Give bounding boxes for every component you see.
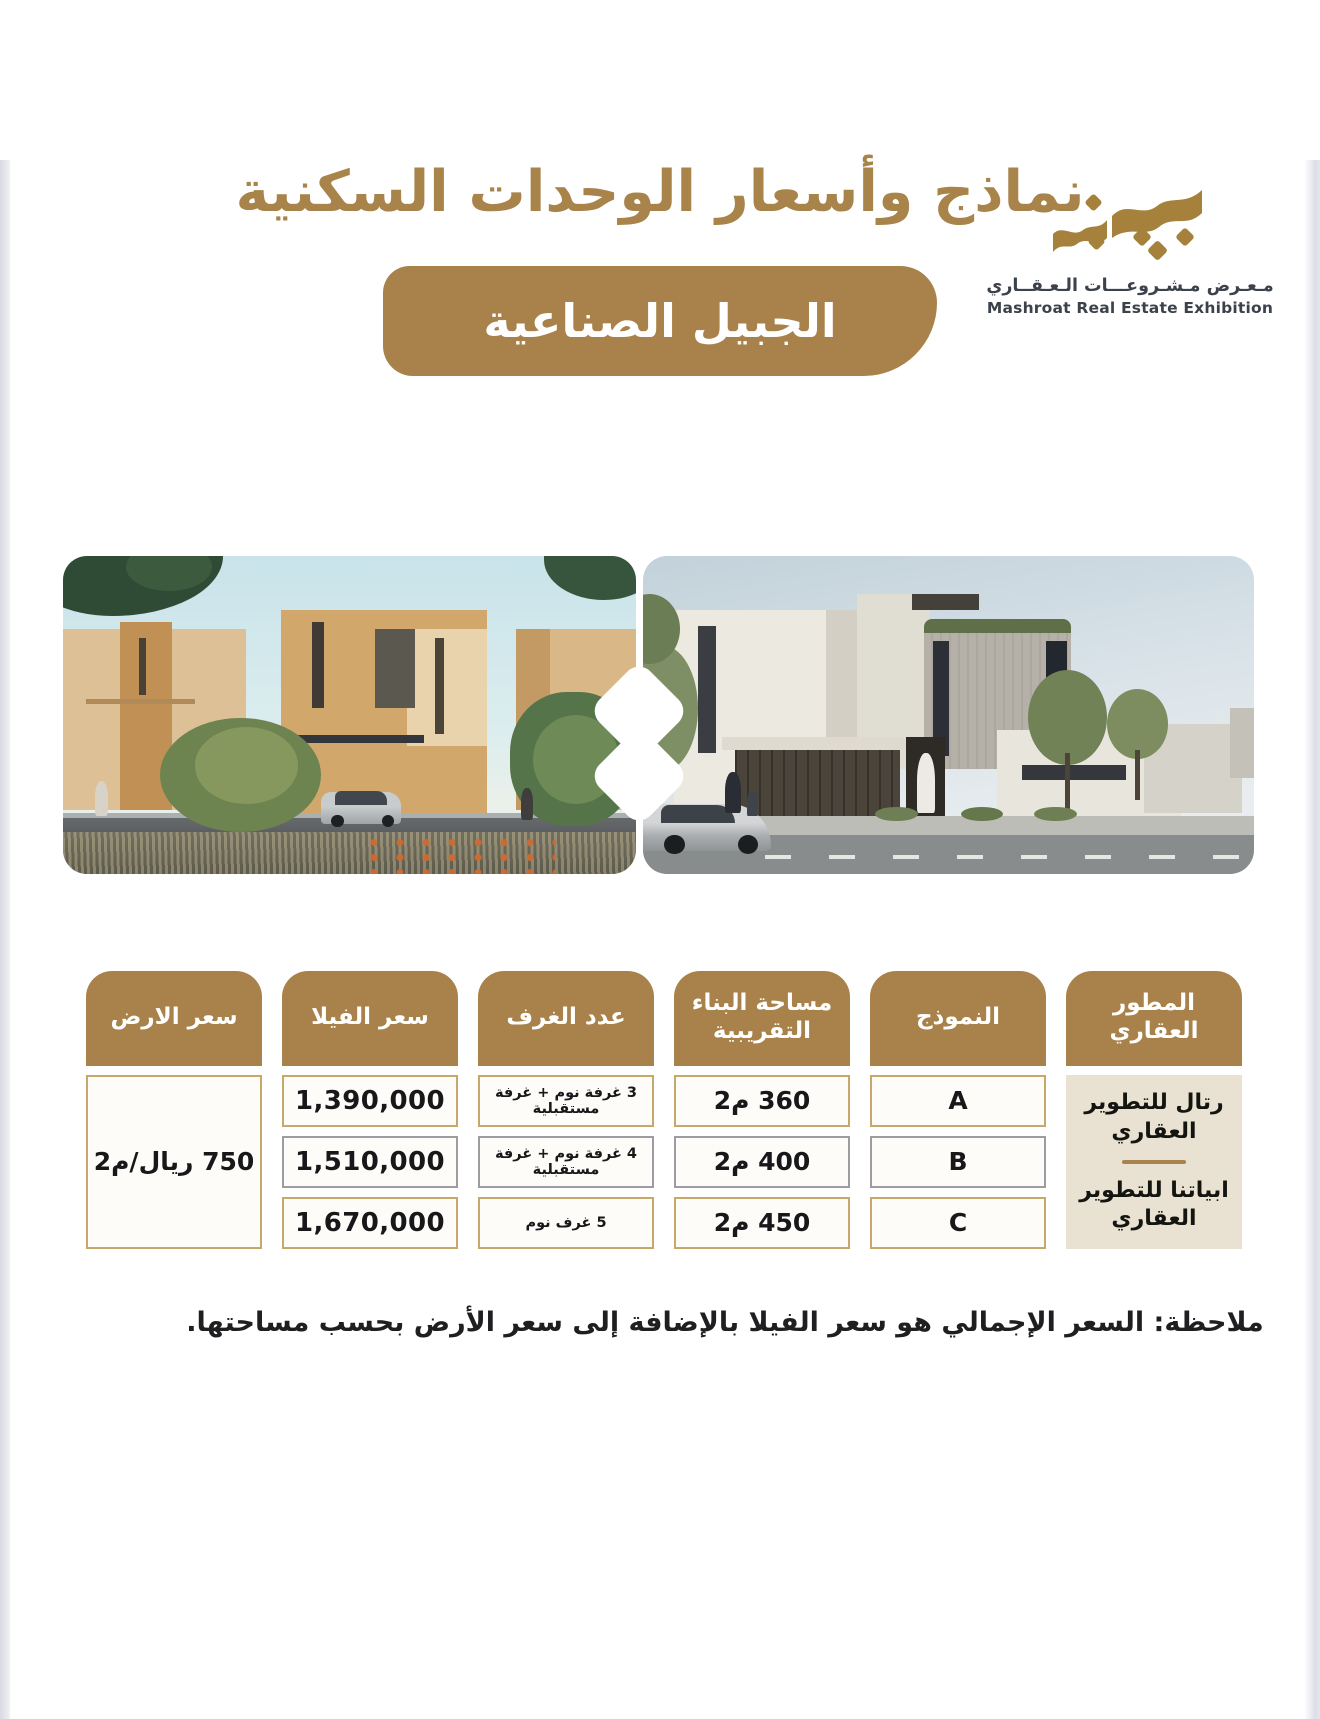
column-header-rooms: عدد الغرف: [478, 971, 654, 1066]
tree-2-trunk: [1135, 750, 1140, 801]
rooms-cell-c: 5 غرف نوم: [478, 1197, 654, 1249]
pricing-table: [86, 971, 1242, 1249]
villa-price-cell-a: 1,390,000: [282, 1075, 458, 1127]
parked-car-glass: [335, 791, 387, 805]
tree: [1028, 670, 1107, 765]
roof-dark-band: [912, 594, 979, 610]
brand-name-arabic: مـعـرض مـشـروعـــات الـعـقــاري: [986, 276, 1274, 296]
developer-cell: [1066, 1075, 1242, 1249]
modern-villa-image: [643, 556, 1254, 874]
brand-header: [986, 186, 1274, 317]
column-header-villa-price: سعر الفيلا: [282, 971, 458, 1066]
neighbor-building-2: [1230, 708, 1254, 778]
entry-figure-robed: [917, 753, 935, 813]
villa-left-ledge: [86, 699, 195, 705]
developer-name-retal: رتال للتطوير العقاري: [1084, 1090, 1224, 1144]
column-header-built-area: مساحة البناء التقريبية: [674, 971, 850, 1066]
pedestrian-dark: [521, 788, 532, 820]
price-footnote: ملاحظة: السعر الإجمالي هو سعر الفيلا بالإضافة إلى سعر الأرض بحسب مساحتها.: [186, 1306, 1264, 1338]
area-cell-c: 450 م2: [674, 1197, 850, 1249]
garage-beam: [722, 737, 911, 750]
bush-highlight: [195, 727, 298, 803]
sports-car-glass: [661, 805, 734, 822]
page-left-gutter: [0, 160, 11, 1719]
page-title: نماذج وأسعار الوحدات السكنية: [235, 159, 1085, 225]
roof-garden: [924, 619, 1071, 633]
brand-name-english: Mashroat Real Estate Exhibition: [986, 299, 1274, 317]
location-banner: الجبيل الصناعية: [383, 266, 937, 376]
villa-price-cell-b: 1,510,000: [282, 1136, 458, 1188]
villa-center-window-slit: [312, 622, 323, 708]
flower-bed: [361, 835, 556, 873]
street-villas-image: [63, 556, 636, 874]
pedestrian-robed: [95, 781, 109, 816]
area-cell-b: 400 م2: [674, 1136, 850, 1188]
rooms-cell-b: 4 غرفة نوم + غرفة مستقبلية: [478, 1136, 654, 1188]
scrollbar-track[interactable]: [1304, 160, 1320, 1719]
villa-center-glass: [375, 629, 415, 709]
villa-center-light-face: [407, 629, 487, 747]
land-price-cell: 750 ريال/م2: [86, 1075, 262, 1249]
column-header-land-price: سعر الارض: [86, 971, 262, 1066]
shrub-1: [875, 807, 918, 821]
column-header-developer: المطور العقاري: [1066, 971, 1242, 1066]
rooms-cell-a: 3 غرفة نوم + غرفة مستقبلية: [478, 1075, 654, 1127]
model-cell-c: C: [870, 1197, 1046, 1249]
gallery-row: [63, 556, 1254, 874]
pedestrian-dark: [725, 772, 741, 813]
model-cell-b: B: [870, 1136, 1046, 1188]
developer-name-abyatna: ابياتنا للتطوير العقاري: [1079, 1177, 1229, 1232]
road-lane-dashes: [765, 855, 1254, 859]
column-header-model: النموذج: [870, 971, 1046, 1066]
area-cell-a: 360 م2: [674, 1075, 850, 1127]
mashroat-logo-mark: [1035, 186, 1225, 272]
wall-slot-window: [1022, 765, 1126, 779]
pedestrian-child: [747, 791, 758, 816]
tree-trunk: [1065, 753, 1070, 810]
shrub-3: [1034, 807, 1077, 821]
car-wheel-front: [331, 815, 344, 828]
villa-price-cell-c: 1,670,000: [282, 1197, 458, 1249]
villa-center-slit2: [435, 638, 444, 733]
villa-glazing-band: [698, 626, 716, 753]
developer-divider: [1122, 1160, 1186, 1164]
villa-left-window: [139, 638, 146, 695]
model-cell-a: A: [870, 1075, 1046, 1127]
